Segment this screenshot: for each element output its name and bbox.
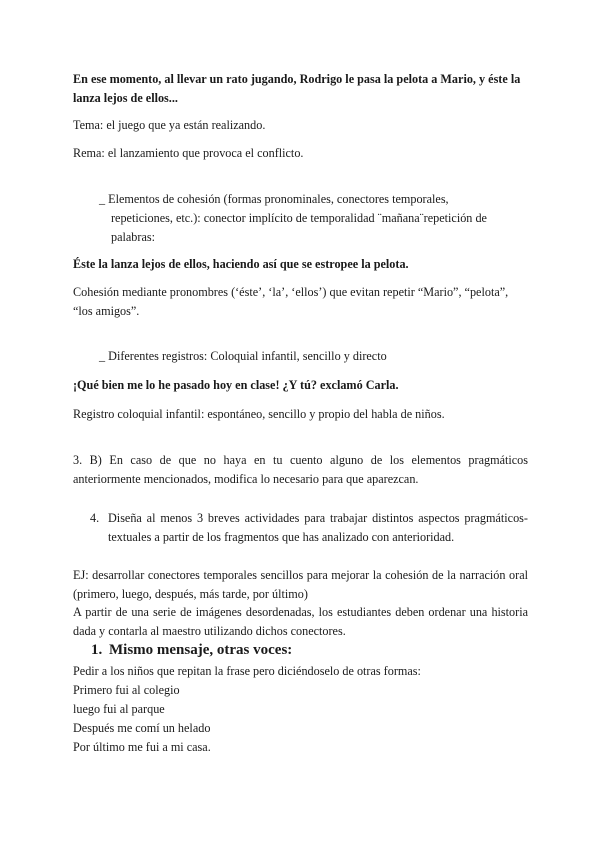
bullet-registros: _ Diferentes registros: Coloquial infantil, sencillo y directo [99, 349, 387, 363]
section-heading: Mismo mensaje, otras voces: [109, 642, 293, 658]
sentence-example: Éste la lanza lejos de ellos, haciendo así que se estropee la pelota. [73, 257, 409, 271]
ej-paragraph: EJ: desarrollar conectores temporales sencillos para mejorar la cohesión de la narración oral (primero, luego, después, más tarde, por último) [73, 568, 528, 601]
imagenes-paragraph: A partir de una serie de imágenes desordenadas, los estudiantes deben ordenar una historia dada y contarla al maestro utilizando dichos conectores. [73, 605, 528, 638]
registro-explanation: Registro coloquial infantil: espontáneo, sencillo y propio del habla de niños. [73, 407, 445, 421]
pedir-line: Pedir a los niños que repitan la frase pero diciéndoselo de otras formas: [73, 664, 421, 678]
heading-number: 1. [91, 642, 103, 658]
bullet-cohesion-first-line: _ Elementos de cohesión (formas pronominales, conectores temporales, [99, 192, 449, 206]
item-4-paragraph: Diseña al menos 3 breves actividades para trabajar distintos aspectos pragmáticos-textuales a partir de los fragmentos que has analizado con anterioridad. [108, 511, 528, 544]
item-3-paragraph: 3. B) En caso de que no haya en tu cuento alguno de los elementos pragmáticos anteriormente mencionados, modifica lo necesario para que aparezcan. [73, 453, 528, 486]
intro-paragraph: En ese momento, al llevar un rato jugando, Rodrigo le pasa la pelota a Mario, y éste la lanza lejos de ellos... [73, 72, 521, 105]
list-line: Después me comí un helado [73, 721, 211, 735]
tema-line: Tema: el juego que ya están realizando. [73, 118, 266, 132]
item-4-number: 4. [90, 511, 100, 525]
list-line: luego fui al parque [73, 702, 165, 716]
quote-example: ¡Qué bien me lo he pasado hoy en clase! ¿Y tú? exclamó Carla. [73, 378, 399, 392]
list-line: Por último me fui a mi casa. [73, 740, 211, 754]
rema-line: Rema: el lanzamiento que provoca el conflicto. [73, 146, 304, 160]
bullet-cohesion-rest: repeticiones, etc.): conector implícito de temporalidad ¨mañana¨repetición de palabras: [111, 211, 487, 244]
list-line: Primero fui al colegio [73, 683, 180, 697]
cohesion-explanation: Cohesión mediante pronombres (‘éste’, ‘la’, ‘ellos’) que evitan repetir “Mario”, “pelota”, “los amigos”. [73, 285, 509, 318]
